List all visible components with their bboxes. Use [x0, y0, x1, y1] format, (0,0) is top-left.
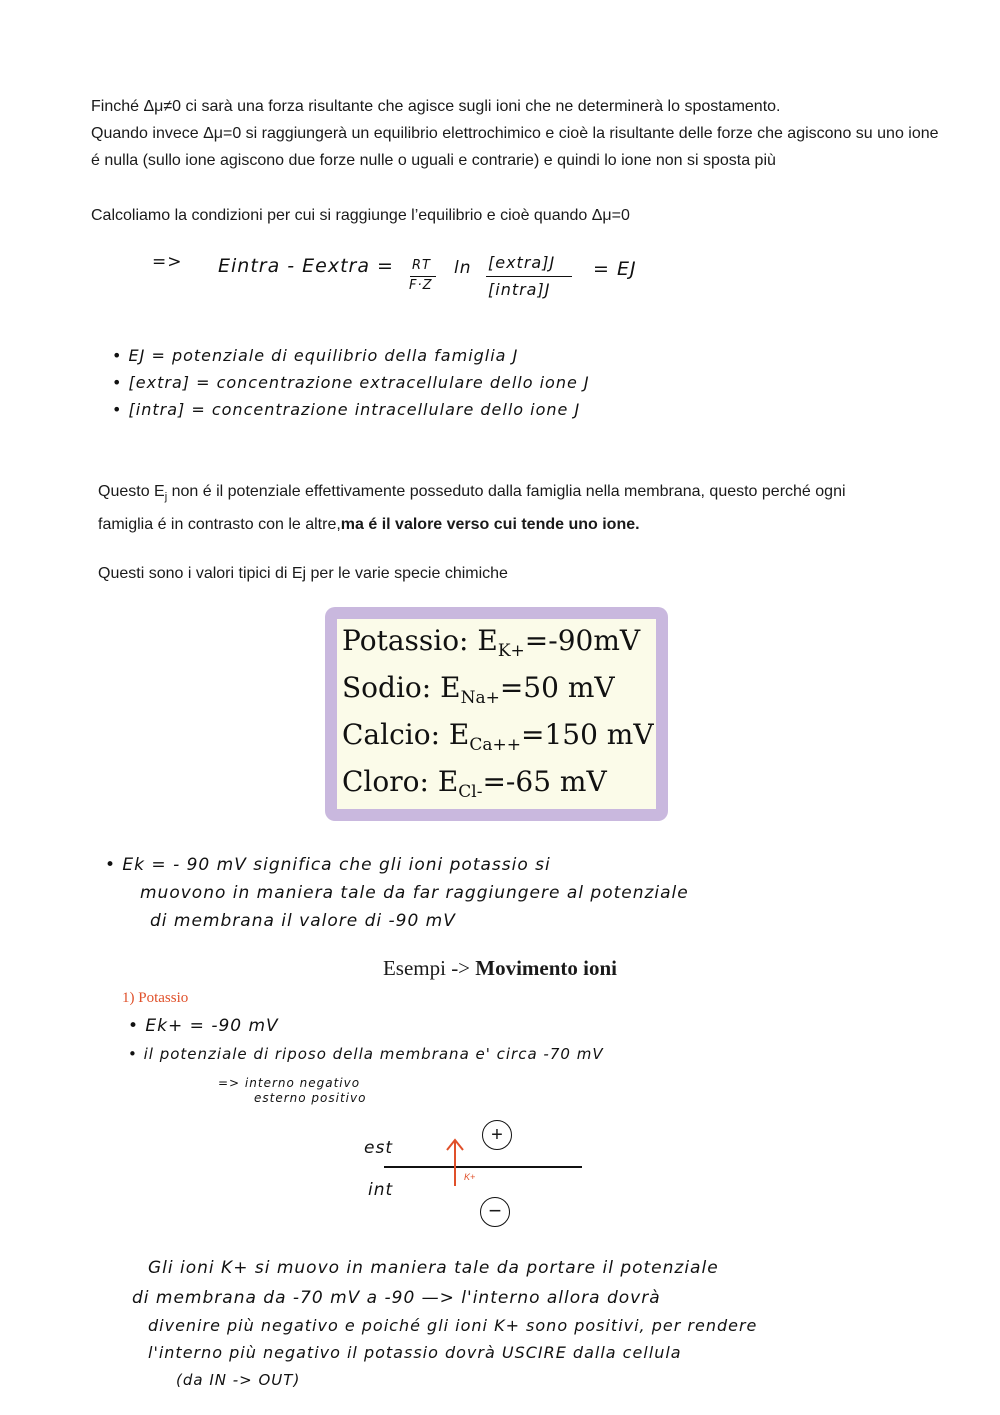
definition-item: • [intra] = concentrazione intracellulare dello ione J [112, 400, 581, 419]
formula-rt-fraction-bar [410, 276, 436, 277]
definition-item: • EJ = potenziale di equilibrio della famiglia J [112, 346, 519, 365]
conclusion-line: (da IN -> OUT) [176, 1371, 301, 1389]
implies-arrow: => [152, 252, 183, 272]
formula-lhs: Eintra - Eextra = [218, 255, 394, 277]
label-interno: int [368, 1180, 394, 1200]
value-potassio: Potassio: $E_{K+}=-90mV$ [342, 624, 641, 661]
potassium-ion-label: K+ [464, 1172, 476, 1182]
formula-ln: ln [454, 258, 472, 278]
formula-rhs: = EJ [593, 258, 637, 280]
equilibrium-values-panel [337, 619, 656, 809]
formula-rt: RT [412, 258, 431, 273]
value-cloro: Cloro: $E_{Cl-}=-65$ mV [342, 765, 607, 802]
conclusion-line: Gli ioni K+ si muovo in maniera tale da portare il potenziale [148, 1258, 719, 1278]
plus-charge-icon: + [482, 1120, 512, 1150]
definition-item: • [extra] = concentrazione extracellulare dello ione J [112, 373, 590, 392]
ek-note-line: • Ek = - 90 mV significa che gli ioni potassio si [105, 855, 551, 875]
formula-fz: F·Z [409, 278, 433, 293]
values-intro: Questi sono i valori tipici di Ej per le varie specie chimiche [98, 565, 508, 582]
example-item-potassio: 1) Potassio [122, 990, 189, 1006]
conclusion-line: divenire più negativo e poiché gli ioni K+ sono positivi, per rendere [148, 1316, 758, 1335]
label-esterno: est [364, 1138, 393, 1158]
example-bullet: • Ek+ = -90 mV [128, 1016, 279, 1036]
intro-line-3: Calcoliamo la condizioni per cui si raggiunge l’equilibrio e cioè quando Δμ=0 [91, 207, 630, 224]
example-bullet: • il potenziale di riposo della membrana e' circa -70 mV [128, 1045, 604, 1063]
ek-note-line: di membrana il valore di -90 mV [150, 911, 456, 931]
formula-numerator: [extra]J [488, 253, 556, 272]
formula-denominator: [intra]J [488, 280, 551, 299]
membrane-line [384, 1166, 582, 1168]
equilibrium-values-box [325, 607, 668, 821]
example-sub-note: => interno negativo [218, 1076, 361, 1090]
intro-line-2: Quando invece Δμ=0 si raggiungerà un equilibrio elettrochimico e cioè la risultante delle forze che agiscono su uno ione é nulla (sullo ione agiscono due forze nulle o uguali e contrarie) e quindi lo ione non si sposta più [91, 125, 939, 169]
value-calcio: Calcio: $E_{Ca++}=150$ mV [342, 718, 654, 755]
intro-line-1: Finché Δμ≠0 ci sarà una forza risultante che agisce sugli ioni che ne determinerà lo spostamento. [91, 98, 781, 115]
conclusion-line: di membrana da -70 mV a -90 —> l'interno allora dovrà [132, 1288, 661, 1308]
formula-main-fraction-bar [486, 276, 572, 277]
example-sub-note: esterno positivo [254, 1091, 367, 1105]
conclusion-line: l'interno più negativo il potassio dovrà USCIRE dalla cellula [148, 1343, 682, 1362]
minus-charge-icon: − [480, 1197, 510, 1227]
ek-note-line: muovono in maniera tale da far raggiungere al potenziale [140, 883, 689, 903]
explain-paragraph: Questo $E_j$ non é il potenziale effettivamente posseduto dalla famiglia nella membrana, questo perché ogni famiglia é in contrasto con le altre,ma é il valore verso cui tende uno ione. [98, 483, 846, 534]
value-sodio: Sodio: $E_{Na+}=50$ mV [342, 671, 615, 708]
examples-title: Esempi -> Movimento ioni [382, 956, 618, 980]
